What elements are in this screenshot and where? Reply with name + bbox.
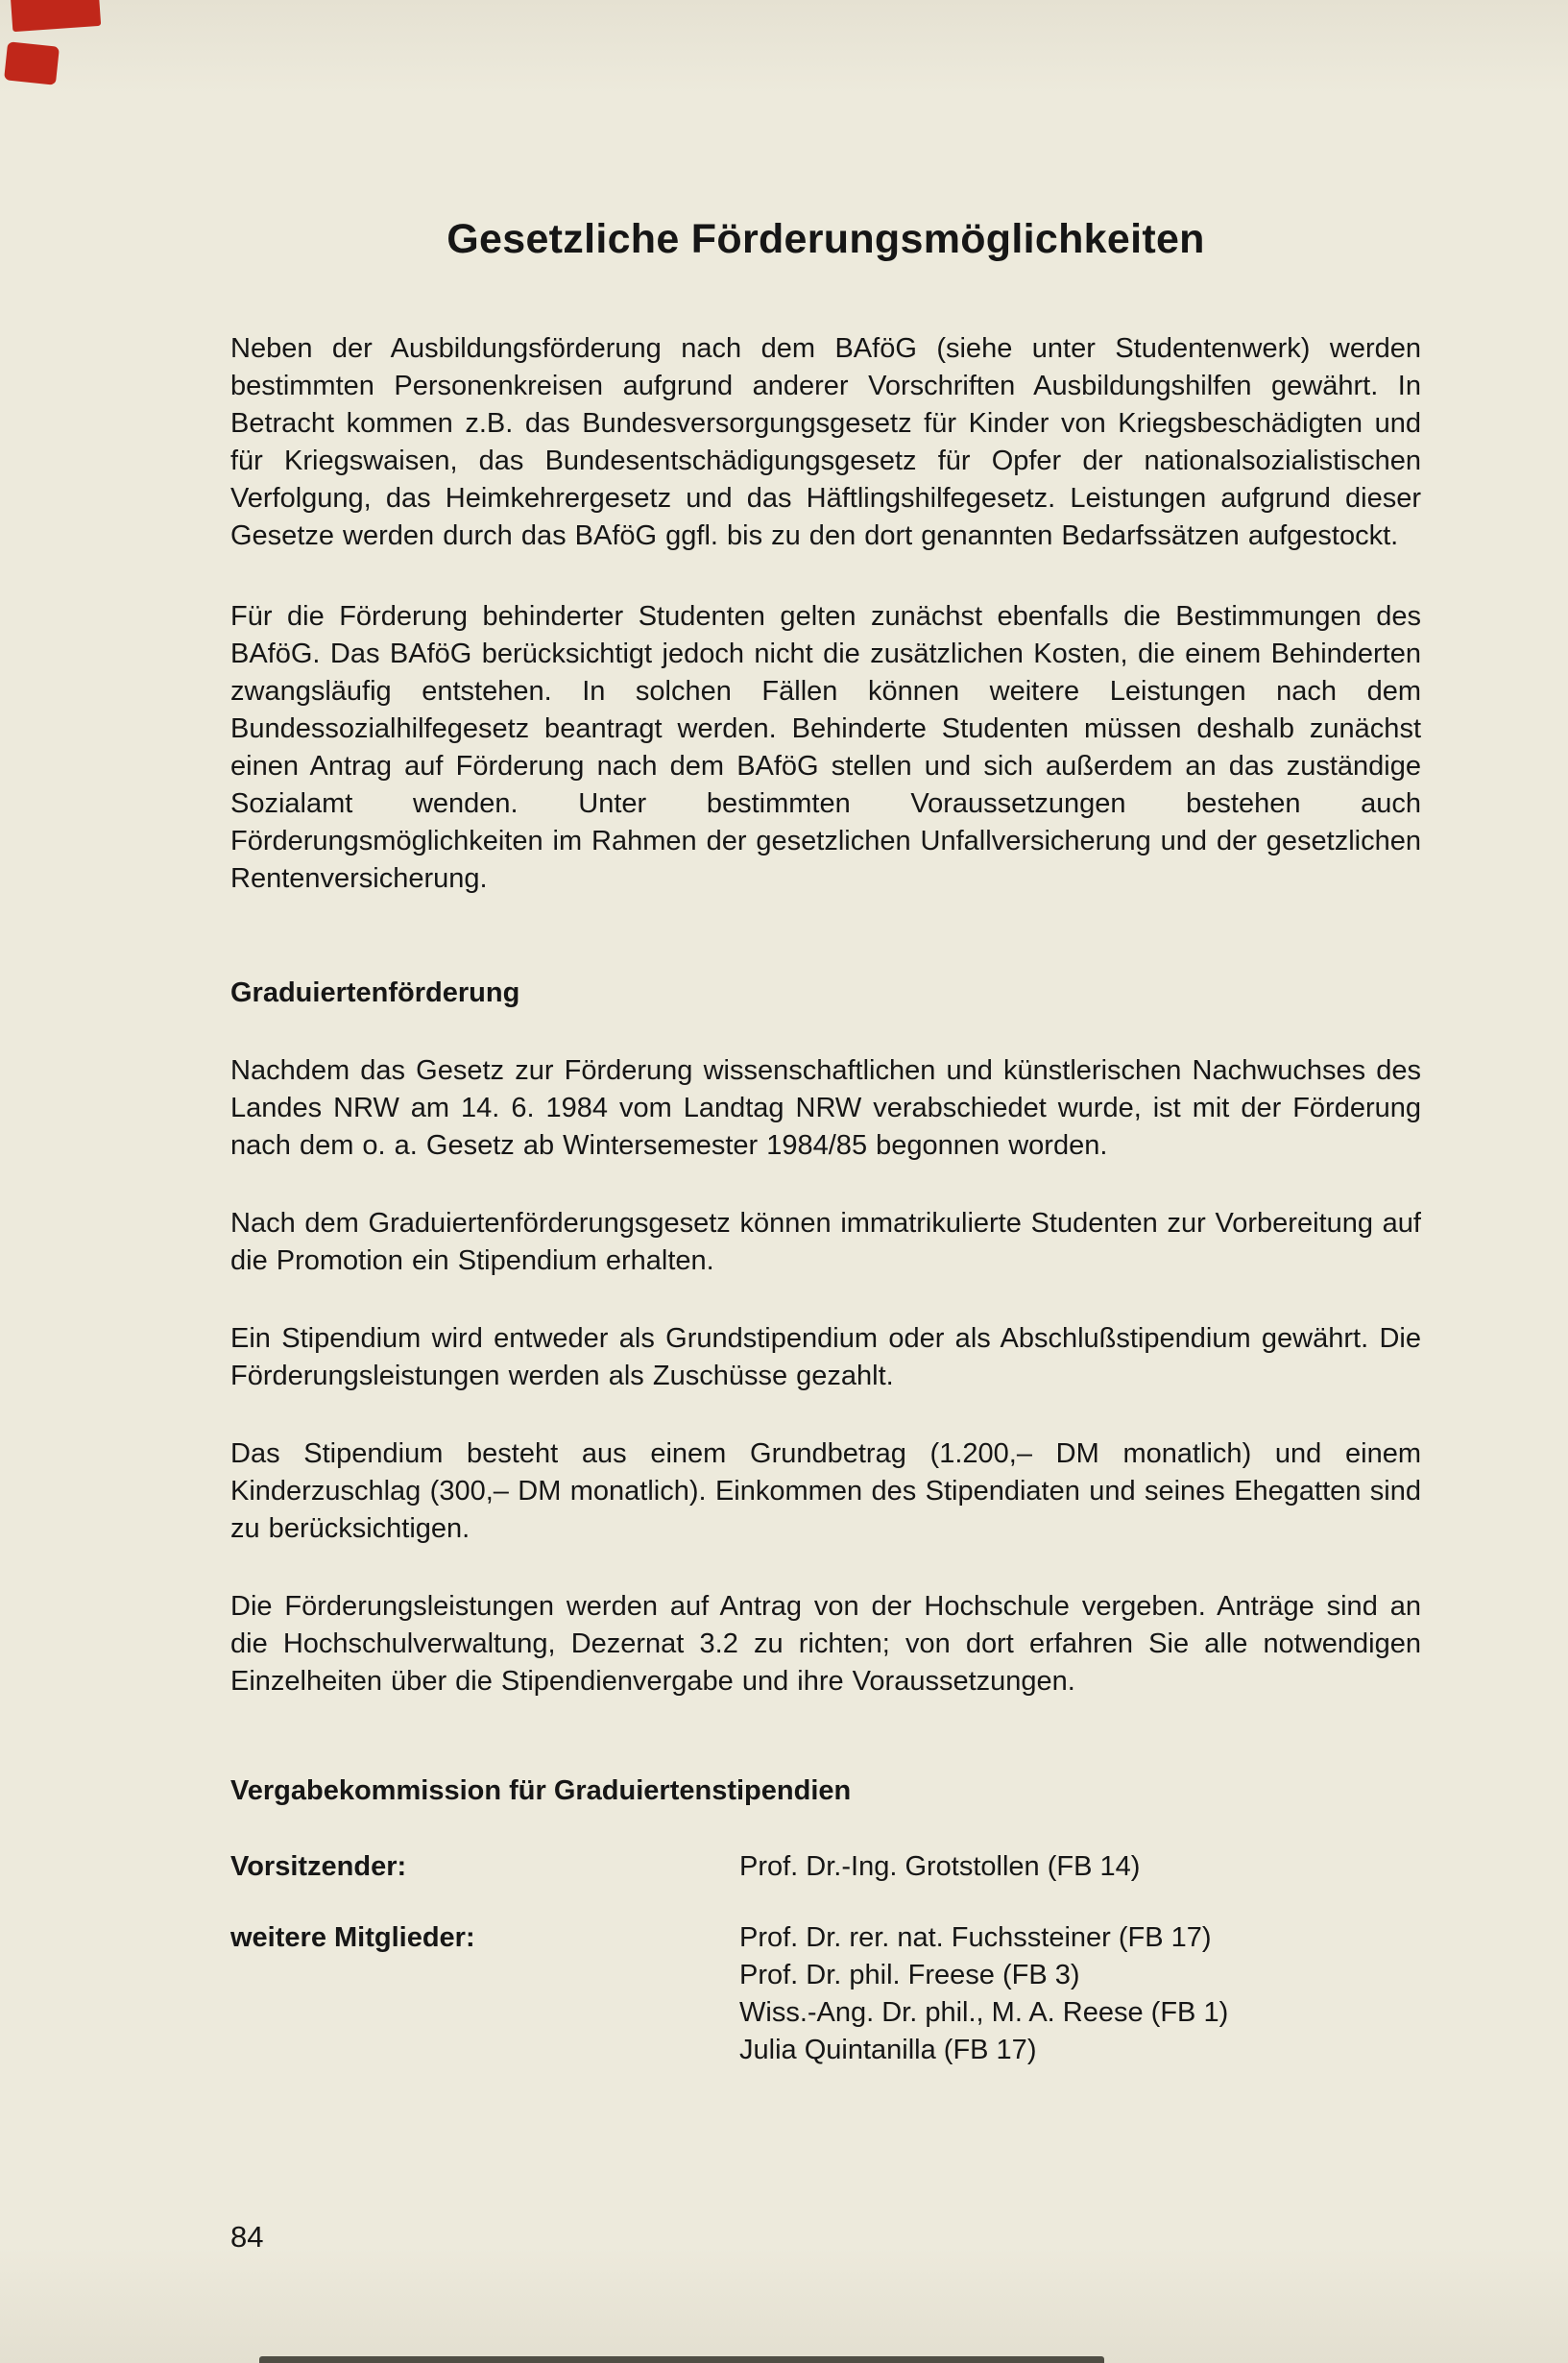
member-item: Prof. Dr. phil. Freese (FB 3) xyxy=(739,1960,1080,1990)
section-heading-graduiertenfoerderung: Graduiertenförderung xyxy=(230,977,520,1008)
scan-edge-shadow xyxy=(259,2356,1104,2363)
page-number: 84 xyxy=(230,2220,264,2254)
graduierten-paragraph-2: Nach dem Graduiertenförderungsgesetz können immatrikulierte Studenten zur Vorbereitung auf die Promotion ein Stipendium erhalten. xyxy=(230,1208,1421,1276)
chair-value: Prof. Dr.-Ing. Grotstollen (FB 14) xyxy=(739,1851,1141,1882)
page-title: Gesetzliche Förderungsmöglichkeiten xyxy=(446,216,1205,262)
graduierten-paragraph-5: Die Förderungsleistungen werden auf Antrag von der Hochschule vergeben. Anträge sind an die Hochschulverwaltung, Dezernat 3.2 zu richten; von dort erfahren Sie alle notwendigen Einzelheiten über die Stipendienvergabe und ihre Voraussetzungen. xyxy=(230,1591,1421,1697)
intro-paragraph-2: Für die Förderung behinderter Studenten gelten zunächst ebenfalls die Bestimmungen des BAföG. Das BAföG berücksichtigt jedoch nicht die zusätzlichen Kosten, die einem Behinderten zwangsläufig entstehen. In solchen Fällen können weitere Leistungen nach dem Bundessozialhilfegesetz beantragt werden. Behinderte Studenten müssen deshalb zunächst einen Antrag auf Förderung nach dem BAföG stellen und sich außerdem an das zuständige Sozialamt wenden. Unter bestimmten Voraussetzungen bestehen auch Förderungsmöglichkeiten im Rahmen der gesetzlichen Unfallversicherung und der gesetzlichen Rentenversicherung. xyxy=(230,601,1421,894)
commission-members-row xyxy=(230,1919,1421,2069)
intro-paragraph-1: Neben der Ausbildungsförderung nach dem BAföG (siehe unter Studentenwerk) werden bestimmten Personenkreisen aufgrund anderer Vorschriften Ausbildungshilfen gewährt. In Betracht kommen z.B. das Bundesversorgungsgesetz für Kinder von Kriegsbeschädigten und für Kriegswaisen, das Bundesentschädigungsgesetz für Opfer der nationalsozialistischen Verfolgung, das Heimkehrergesetz und das Häftlingshilfegesetz. Leistungen aufgrund dieser Gesetze werden durch das BAföG ggfl. bis zu den dort genannten Bedarfssätzen aufgestockt. xyxy=(230,333,1421,551)
red-scan-mark-bottom xyxy=(4,41,60,84)
section-heading-vergabekommission: Vergabekommission für Graduiertenstipendien xyxy=(230,1775,852,1806)
commission-chair-row xyxy=(230,1848,1421,1886)
red-scan-mark-top xyxy=(11,0,101,32)
members-label: weitere Mitglieder: xyxy=(230,1922,475,1953)
graduierten-paragraph-1: Nachdem das Gesetz zur Förderung wissenschaftlichen und künstlerischen Nachwuchses des Landes NRW am 14. 6. 1984 vom Landtag NRW verabschiedet wurde, ist mit der Förderung nach dem o. a. Gesetz ab Wintersemester 1984/85 begonnen worden. xyxy=(230,1055,1421,1161)
members-list xyxy=(739,1919,1228,2069)
page-content xyxy=(230,0,1421,2069)
graduierten-paragraph-4: Das Stipendium besteht aus einem Grundbetrag (1.200,– DM monatlich) und einem Kinderzuschlag (300,– DM monatlich). Einkommen des Stipendiaten und seines Ehegatten sind zu berücksichtigen. xyxy=(230,1438,1421,1544)
member-item: Prof. Dr. rer. nat. Fuchssteiner (FB 17) xyxy=(739,1922,1212,1953)
graduierten-paragraph-3: Ein Stipendium wird entweder als Grundstipendium oder als Abschlußstipendium gewährt. Die Förderungsleistungen werden als Zuschüsse gezahlt. xyxy=(230,1323,1421,1391)
chair-label: Vorsitzender: xyxy=(230,1851,407,1882)
member-item: Julia Quintanilla (FB 17) xyxy=(739,2035,1037,2065)
member-item: Wiss.-Ang. Dr. phil., M. A. Reese (FB 1) xyxy=(739,1997,1229,2028)
